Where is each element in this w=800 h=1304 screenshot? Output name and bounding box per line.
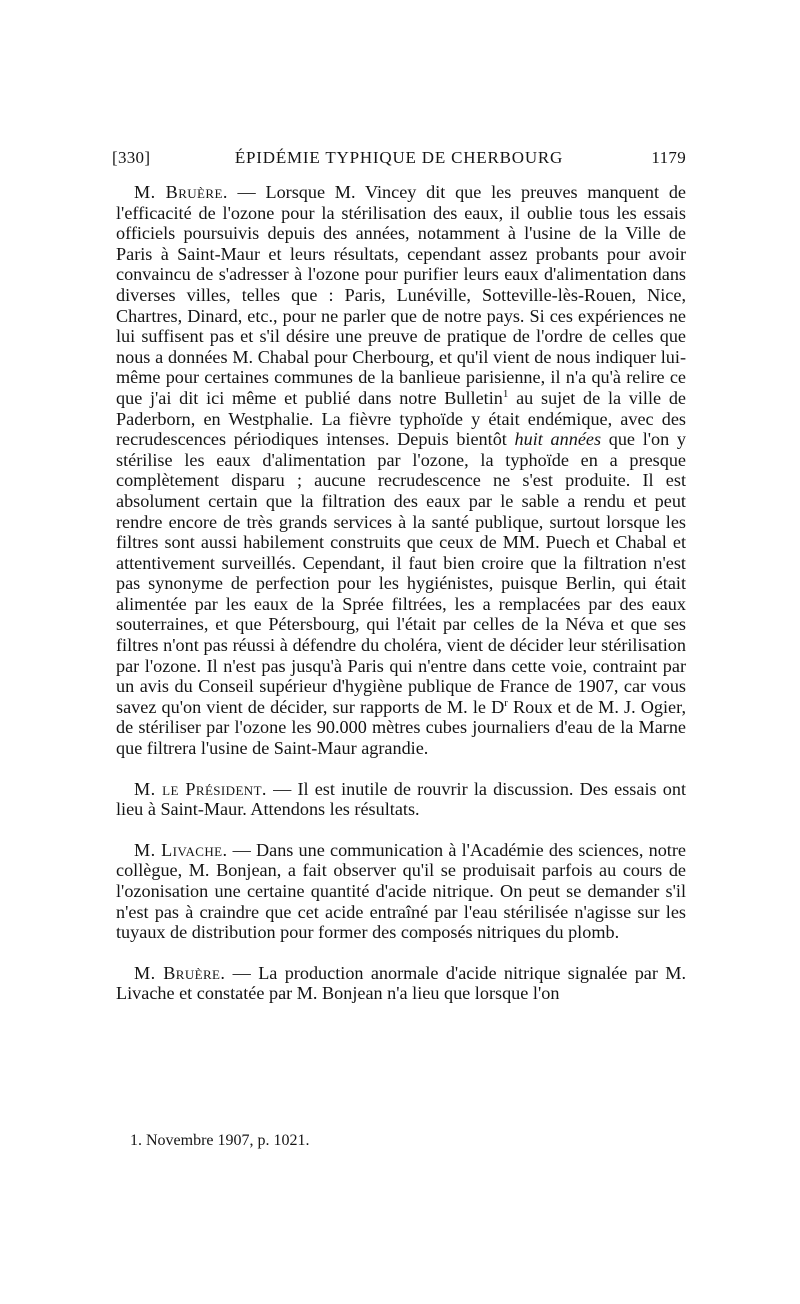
body-text: [116, 182, 686, 1004]
footnote: 1. Novembre 1907, p. 1021.: [130, 1132, 310, 1149]
emphasis-text: huit années: [514, 429, 602, 450]
paragraph-text: — Dans une communication à l'Académie des sciences, notre collègue, M. Bonjean, a fait observer qu'il se produisait parfois au cours de l'ozonisation une certaine quantité d'acide nitrique. On peut se demander s'il n'est pas à craindre que cet acide entraîné par l'eau stérilisée n'agisse sur les tuyaux de distribution pour former des composés nitriques du plomb.: [116, 839, 686, 943]
header-title: ÉPIDÉMIE TYPHIQUE DE CHERBOURG: [234, 148, 564, 167]
running-header: [112, 148, 686, 172]
paragraph-text: que l'on y stérilise les eaux d'alimentation par l'ozone, la typhoïde en a presque complètement disparu ; aucune recrudescence ne s'est produite. Il est absolument certain que la filtration des eaux par le sable a rendu et peut rendre encore de très grands services à la santé publique, surtout lorsque les filtres sont aussi habilement construits que ceux de MM. Puech et Chabal et attentivement surveillés. Cependant, il faut bien croire que la filtration n'est pas synonyme de perfection pour les hygiénistes, puisque Berlin, qui était alimentée par les eaux de la Sprée filtrées, les a remplacées par des eaux souterraines, et que Pétersbourg, qui l'était par celles de la Néva et que ses filtres n'ont pas réussi à défendre du choléra, vient de décider leur stérilisation par l'ozone. Il n'est pas jusqu'à Paris qui n'entre dans cette voie, contraint par un avis du Conseil supérieur d'hygiène publique de France de 1907, car vous savez qu'on vient de décider, sur rapports de M. le D: [116, 429, 686, 717]
paragraph-text: — Lorsque M. Vincey dit que les preuves manquent de l'efficacité de l'ozone pour la stérilisation des eaux, il oublie tous les essais officiels poursuivis depuis des années, notamment à l'usine de la Ville de Paris à Saint-Maur et leurs résultats, cependant assez probants pour avoir convaincu de s'adresser à l'ozone pour purifier leurs eaux d'alimentation dans diverses villes, telles que : Paris, Lunéville, Sotteville-lès-Rouen, Nice, Chartres, Dinard, etc., pour ne parler que de notre pays. Si ces expériences ne lui suffisent pas et s'il désire une preuve de pratique de l'ordre de celles que nous a données M. Chabal pour Cherbourg, et qu'il vient de nous indiquer lui-même pour certaines communes de la banlieue parisienne, il n'a qu'à relire ce que j'ai dit ici même et publié dans notre Bulletin: [116, 182, 686, 408]
page-reference: [330]: [112, 148, 151, 167]
paragraph-text: — Il est inutile de rouvrir la discussion. Des essais ont lieu à Saint-Maur. Attendons les résultats.: [116, 778, 686, 820]
speaker-name: M. Bruère.: [134, 962, 226, 983]
paragraph-text: — La production anormale d'acide nitrique signalée par M. Livache et constatée par M. Bonjean n'a lieu que lorsque l'on: [116, 962, 686, 1004]
paragraph-president: [116, 779, 686, 820]
paragraph-livache: [116, 840, 686, 943]
speaker-name: M. Livache.: [134, 839, 228, 860]
speaker-name: M. le Président.: [134, 778, 267, 799]
paragraph-text: au sujet de la ville de Paderborn, en Westphalie. La fièvre typhoïde y était endémique, avec des recrudescences périodiques intenses. Depuis bientôt: [116, 387, 686, 450]
superscript-text: r: [504, 696, 508, 709]
paragraph-bruere: [116, 182, 686, 759]
paragraph-bruere-reply: [116, 963, 686, 1004]
paragraph-text: Roux et de M. J. Ogier, de stériliser par l'ozone les 90.000 mètres cubes journaliers d'eau de la Marne que filtrera l'usine de Saint-Maur agrandie.: [116, 696, 686, 759]
speaker-name: M. Bruère.: [134, 182, 228, 202]
page-number: 1179: [651, 148, 686, 167]
footnote-reference: 1: [502, 387, 509, 400]
